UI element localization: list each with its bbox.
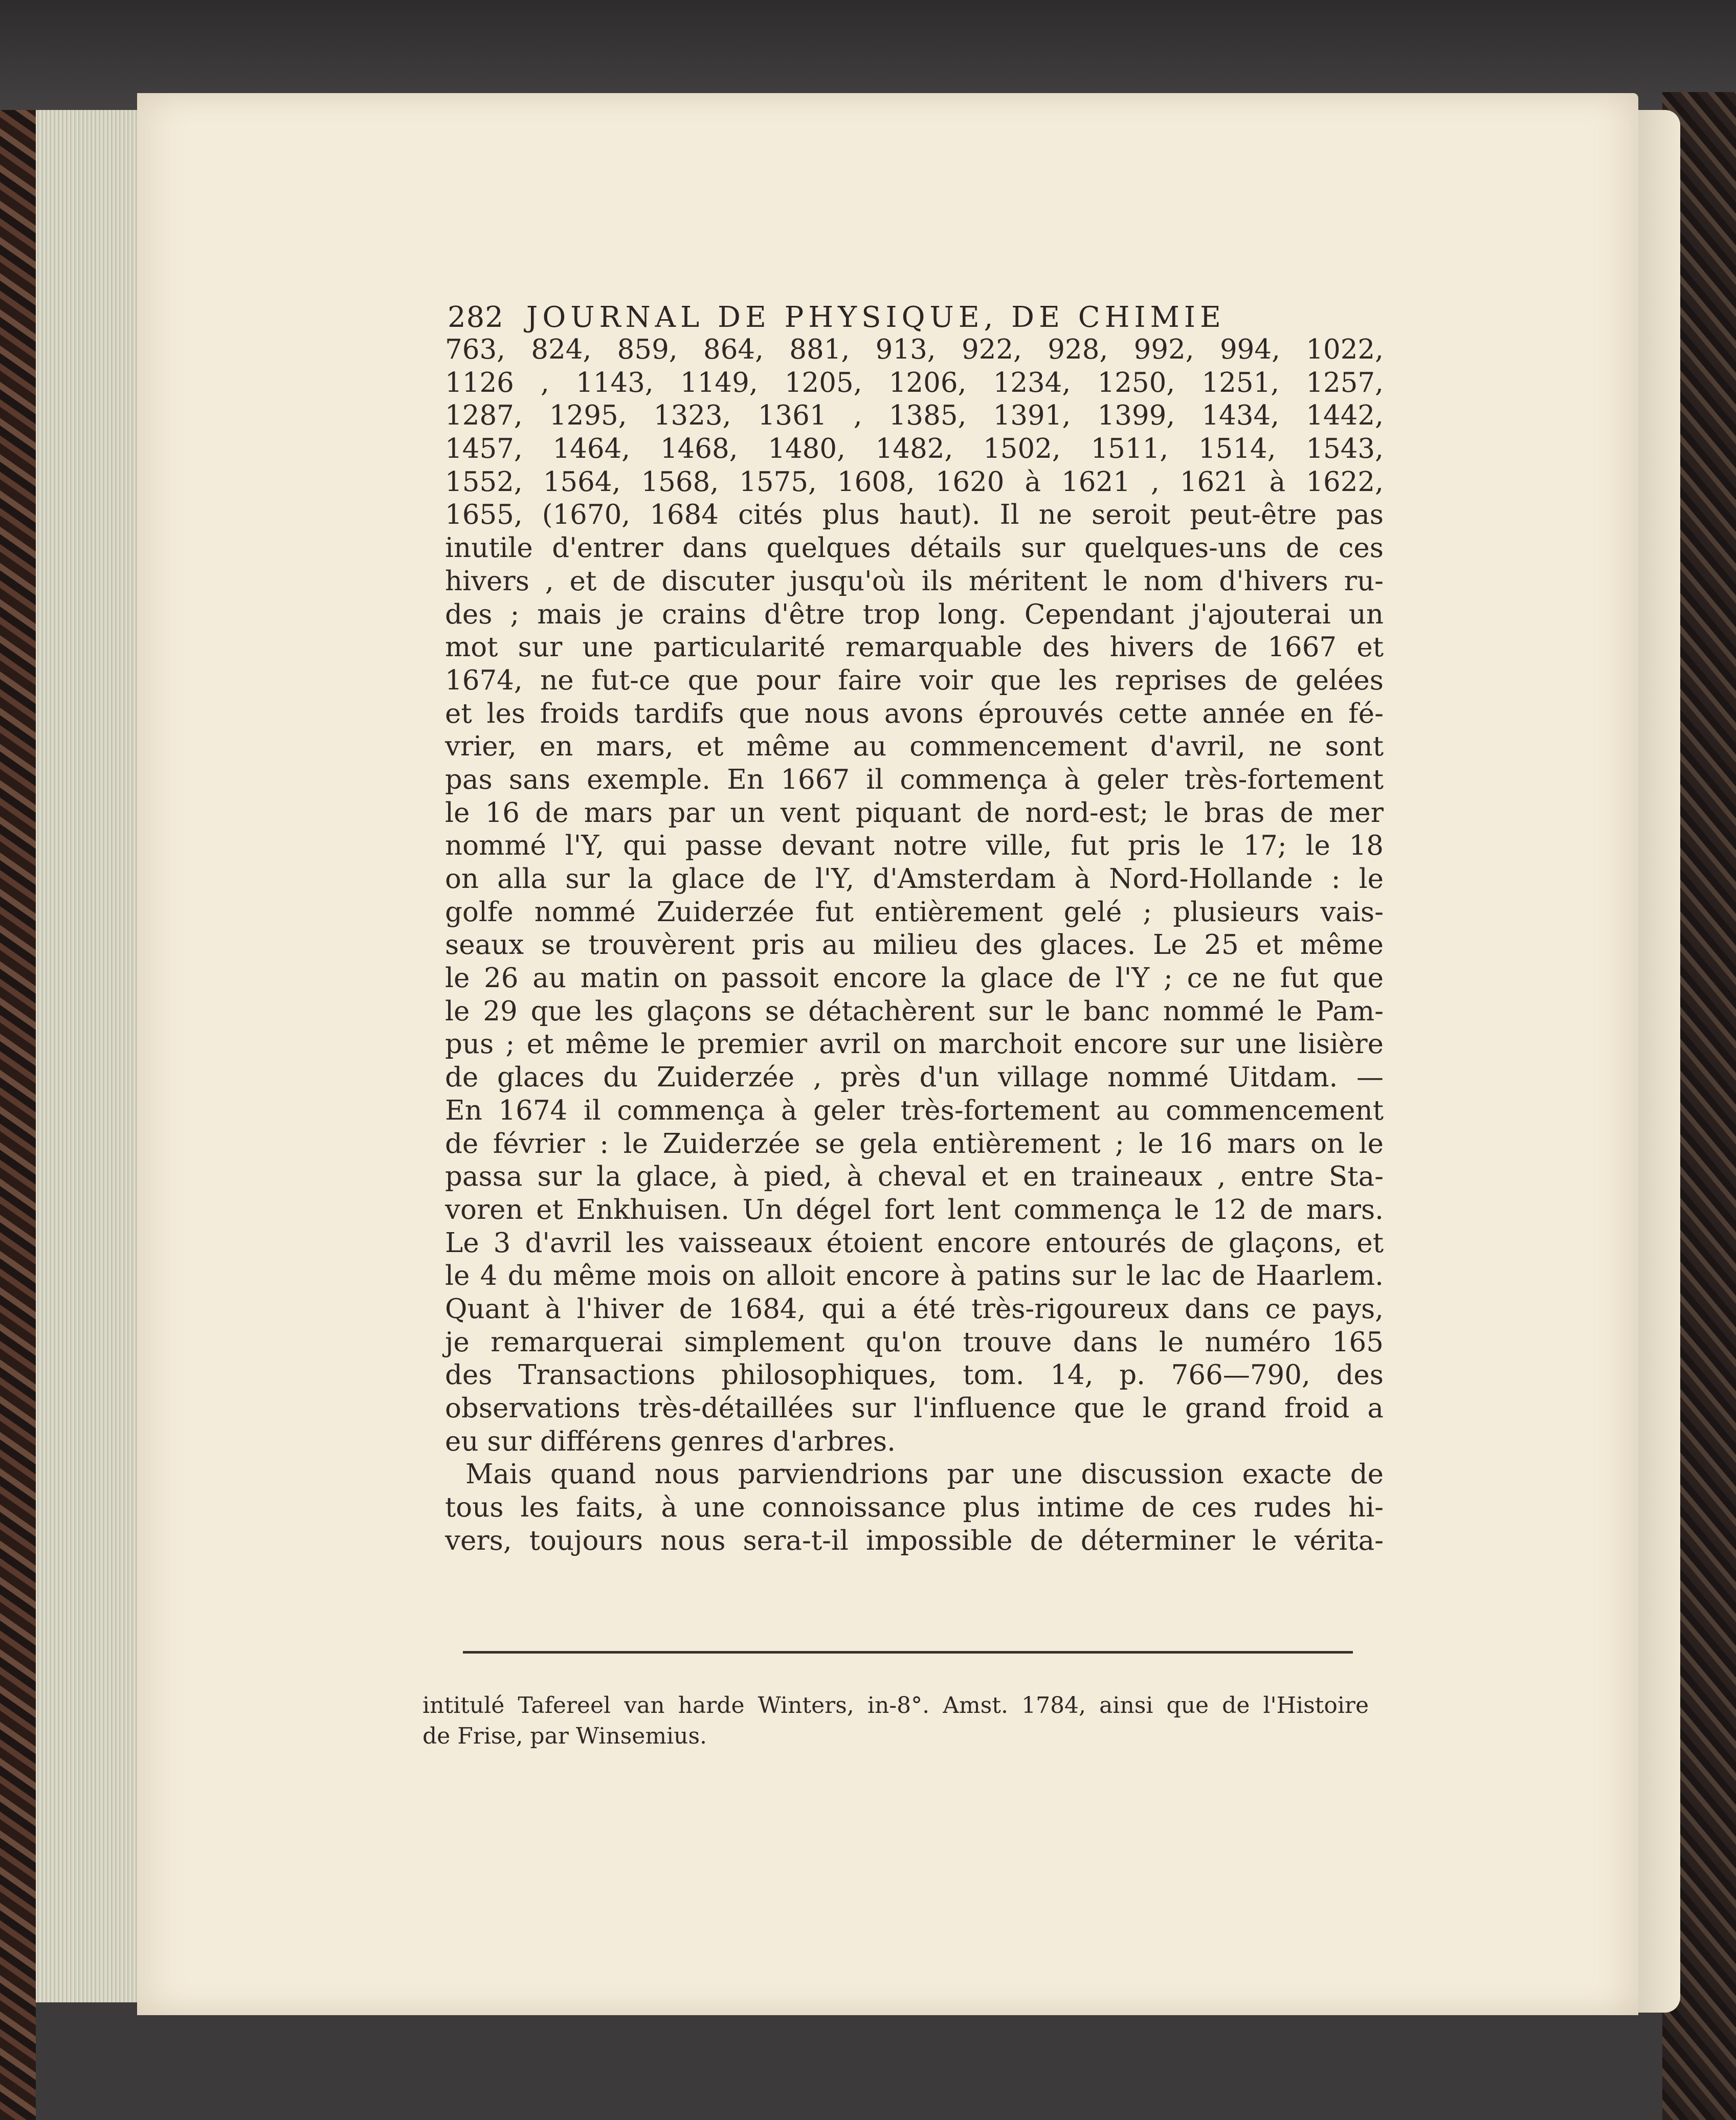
text-line: le 4 du même mois on alloit encore à patins sur le lac de Haarlem. (445, 1260, 1384, 1292)
text-line: 1126 , 1143, 1149, 1205, 1206, 1234, 1250, 1251, 1257, (445, 367, 1384, 398)
page-number: 282 (448, 301, 504, 334)
text-line: 1457, 1464, 1468, 1480, 1482, 1502, 1511, 1514, 1543, (445, 433, 1384, 465)
text-line: seaux se trouvèrent pris au milieu des glaces. Le 25 et même (445, 929, 1384, 961)
text-line: de février : le Zuiderzée se gela entièrement ; le 16 mars on le (445, 1128, 1384, 1159)
text-line: 1287, 1295, 1323, 1361 , 1385, 1391, 1399, 1434, 1442, (445, 400, 1384, 432)
text-line: des Transactions philosophiques, tom. 14, p. 766—790, des (445, 1359, 1384, 1391)
text-line: passa sur la glace, à pied, à cheval et en traineaux , entre Sta- (445, 1161, 1384, 1193)
text-line: mot sur une particularité remarquable des hivers de 1667 et (445, 632, 1384, 663)
text-line: En 1674 il commença à geler très-fortement au commencement (445, 1095, 1384, 1126)
footnote-block (422, 1690, 1369, 1752)
text-line: 1655, (1670, 1684 cités plus haut). Il ne seroit peut-être pas (445, 499, 1384, 531)
text-line: eu sur différens genres d'arbres. (445, 1425, 896, 1457)
text-line: nommé l'Y, qui passe devant notre ville, fut pris le 17; le 18 (445, 830, 1384, 862)
text-line: et les froids tardifs que nous avons éprouvés cette année en fé- (445, 698, 1384, 729)
text-line: Mais quand nous parviendrions par une discussion exacte de (465, 1459, 1384, 1490)
text-line: voren et Enkhuisen. Un dégel fort lent commença le 12 de mars. (445, 1194, 1384, 1225)
text-line: vers, toujours nous sera-t-il impossible de déterminer le vérita- (445, 1525, 1384, 1556)
text-line: je remarquerai simplement qu'on trouve dans le numéro 165 (445, 1326, 1384, 1358)
text-line: de glaces du Zuiderzée , près d'un village nommé Uitdam. — (445, 1062, 1384, 1094)
text-line: des ; mais je crains d'être trop long. Cependant j'ajouterai un (445, 598, 1384, 630)
text-line: vrier, en mars, et même au commencement d'avril, ne sont (445, 731, 1384, 763)
text-line: tous les faits, à une connoissance plus intime de ces rudes hi- (445, 1492, 1384, 1524)
text-line: le 16 de mars par un vent piquant de nord-est; le bras de mer (445, 797, 1384, 829)
text-line: observations très-détaillées sur l'influence que le grand froid a (445, 1393, 1384, 1424)
main-text-block (445, 333, 1384, 1557)
text-line: le 26 au matin on passoit encore la glace de l'Y ; ce ne fut que (445, 963, 1384, 994)
text-line: le 29 que les glaçons se détachèrent sur le banc nommé le Pam- (445, 995, 1384, 1027)
text-line: 1674, ne fut-ce que pour faire voir que les reprises de gelées (445, 664, 1384, 696)
text-line: Le 3 d'avril les vaisseaux étoient encore entourés de glaçons, et (445, 1227, 1384, 1259)
text-line: pus ; et même le premier avril on marchoit encore sur une lisière (445, 1029, 1384, 1060)
facing-page-edge (1634, 110, 1680, 2013)
running-title: JOURNAL DE PHYSIQUE, DE CHIMIE (526, 301, 1226, 334)
text-line: hivers , et de discuter jusqu'où ils méritent le nom d'hivers ru- (445, 565, 1384, 597)
page-edges-stack (36, 110, 139, 2002)
footnote-line: de Frise, par Winsemius. (422, 1723, 707, 1749)
text-line: inutile d'entrer dans quelques détails sur quelques-uns de ces (445, 532, 1384, 564)
text-line: golfe nommé Zuiderzée fut entièrement gelé ; plusieurs vais- (445, 896, 1384, 928)
footnote-divider (463, 1651, 1353, 1654)
footnote-line: intitulé Tafereel van harde Winters, in-8°. Amst. 1784, ainsi que de l'Histoire (422, 1692, 1369, 1719)
text-line: 1552, 1564, 1568, 1575, 1608, 1620 à 1621 , 1621 à 1622, (445, 466, 1384, 498)
text-line: on alla sur la glace de l'Y, d'Amsterdam à Nord-Hollande : le (445, 863, 1384, 895)
text-line: pas sans exemple. En 1667 il commença à geler très-fortement (445, 764, 1384, 795)
book-cover-left (0, 110, 36, 2120)
text-line: 763, 824, 859, 864, 881, 913, 922, 928, 992, 994, 1022, (445, 334, 1384, 365)
text-line: Quant à l'hiver de 1684, qui a été très-rigoureux dans ce pays, (445, 1293, 1384, 1325)
